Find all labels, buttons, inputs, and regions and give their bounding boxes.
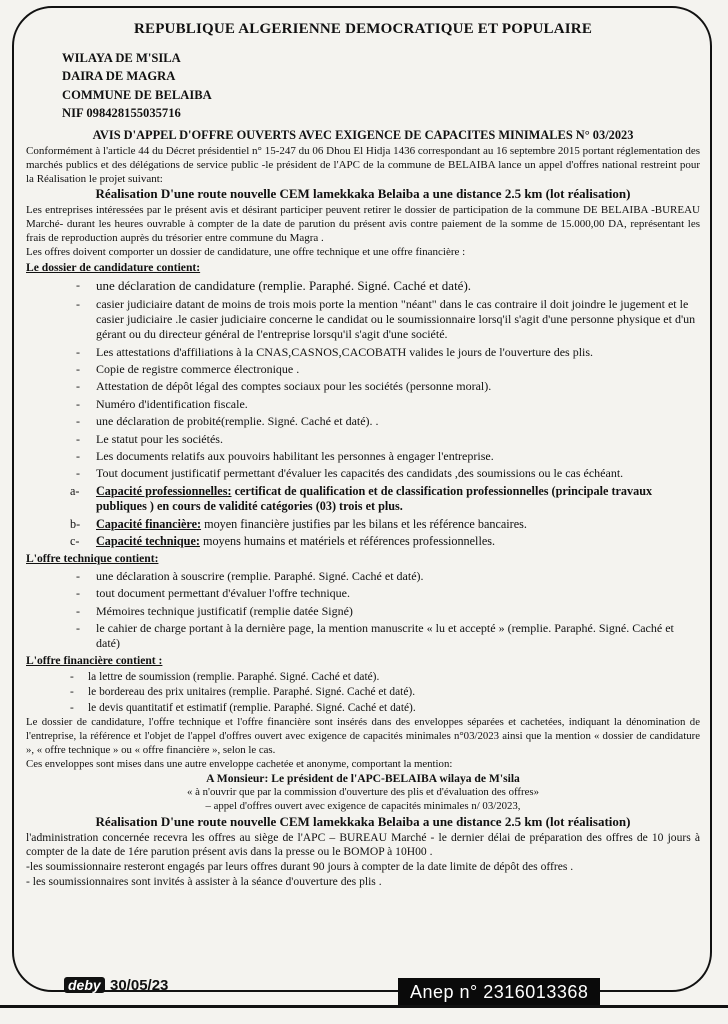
wilaya-line: WILAYA DE M'SILA <box>62 51 181 66</box>
capacity-technical: c- Capacité technique: moyens humains et matériels et références professionnelles. <box>70 534 496 549</box>
technical-heading: L'offre technique contient: <box>26 552 159 566</box>
outer-envelope-paragraph: Ces enveloppes sont mises dans une autre enveloppe cachetée et anonyme, comportant la mention: <box>26 757 453 770</box>
daira-line: DAIRA DE MAGRA <box>62 69 176 84</box>
financial-list <box>26 670 700 716</box>
list-item: - une déclaration de probité(remplie. Signé. Caché et daté). . <box>76 414 379 429</box>
financial-heading: L'offre financière contient : <box>26 653 163 667</box>
list-item: - Numéro d'identification fiscale. <box>76 396 248 411</box>
notice-title: AVIS D'APPEL D'OFFRE OUVERTS AVEC EXIGENCE DE CAPACITES MINIMALES N° 03/2023 <box>92 128 634 143</box>
list-item: - Les documents relatifs aux pouvoirs habilitant les personnes à engager l'entreprise. <box>76 448 494 463</box>
list-item: - la lettre de soumission (remplie. Paraphé. Signé. Caché et daté). <box>70 670 380 683</box>
mention-line-2: – appel d'offres ouvert avec exigence de capacités minimales n/ 03/2023, <box>205 800 521 813</box>
withdrawal-paragraph: Les entreprises intéressées par le présent avis et désirant participer peuvent retirer le dossier de participation de la commune DE BELAIBA -BUREAU Marché- durant les heures ouvrable à compter de la date de parution du présent avis contre paiement de la somme de 15.000,00 DA, représentant les frais de reproduction auprès du trésorier entre commune du Magra . <box>26 203 700 245</box>
envelopes-paragraph: Le dossier de candidature, l'offre technique et l'offre financière sont insérés dans des enveloppes séparées et cachetées, indiquant la dénomination de l'entreprise, la référence et l'objet de l'appel d'offres ouvert avec exigence de capacités minimales n°03/2023 ainsi que la mention « dossier de candidature », « offre technique » ou « offre financière », selon le cas. <box>26 716 700 756</box>
address-block <box>62 49 700 122</box>
list-item: - le devis quantitatif et estimatif (remplie. Paraphé. Signé. Caché et daté). <box>70 701 416 714</box>
list-item: - Attestation de dépôt légal des comptes sociaux pour les sociétés (personne moral). <box>76 379 492 394</box>
footer-rule <box>0 1005 728 1008</box>
offers-paragraph: Les offres doivent comporter un dossier de candidature, une offre technique et une offre financière : <box>26 246 466 259</box>
project-title: Réalisation D'une route nouvelle CEM lamekkaka Belaiba a une distance 2.5 km (lot réalisation) <box>95 186 631 202</box>
addressee-line: A Monsieur: Le président de l'APC-BELAIBA wilaya de M'sila <box>206 771 520 785</box>
publisher-logo: deby <box>64 977 105 993</box>
candidature-list <box>26 278 700 482</box>
candidature-heading: Le dossier de candidature contient: <box>26 261 201 275</box>
anep-reference: Anep n° 2316013368 <box>398 978 600 1007</box>
capacities-list <box>26 484 700 550</box>
intro-paragraph: Conformément à l'article 44 du Décret présidentiel n° 15-247 du 06 Dhou El Hidja 1436 correspondant au 16 septembre 2015 portant réglementation des marchés publics et des délégations de service public -le président de l'APC de la commune de BELAIBA lance un appel d'offres national restreint pour la Réalisation le projet suivant: <box>26 145 700 186</box>
deadline-paragraph: l'administration concernée recevra les offres au siège de l'APC – BUREAU Marché - le dernier délai de préparation des offres de 10 jours à compter de la date de 1ére parution présent avis dans la presse ou le BOMOP à 10H00 . <box>26 830 700 859</box>
nif-line: NIF 098428155035716 <box>62 105 181 120</box>
list-item: - Les attestations d'affiliations à la CNAS,CASNOS,CACOBATH valides le jours de l'ouverture des plis. <box>76 344 594 359</box>
list-item: - une déclaration de candidature (remplie. Paraphé. Signé. Caché et daté). <box>76 278 472 294</box>
attendance-paragraph: - les soumissionnaires sont invités à assister à la séance d'ouverture des plis . <box>26 875 382 889</box>
list-item: - Copie de registre commerce électronique . <box>76 362 300 377</box>
publication-date: 30/05/23 <box>110 977 169 994</box>
footer <box>0 975 728 1024</box>
list-item: - Tout document justificatif permettant d'évaluer les capacités des candidats ,des soumissions ou le cas échéant. <box>76 466 624 481</box>
commune-line: COMMUNE DE BELAIBA <box>62 87 212 102</box>
list-item: - casier judiciaire datant de moins de trois mois porte la mention "néant" dans le cas contraire il doit joindre le jugement et le casier judiciaire .le casier judiciaire concerne le candidat ou le soumissionnaire lorsq'il s'agit d'une personne physique et d'un gérant ou du directeur général de l'entreprise lorsqu'il s'agit d'une société. <box>76 296 696 342</box>
list-item: - une déclaration à souscrire (remplie. Paraphé. Signé. Caché et daté). <box>76 568 424 583</box>
engagement-paragraph: -les soumissionnaire resteront engagés par leurs offres durant 90 jours à compter de la date limite de dépôt des offres . <box>26 860 574 874</box>
list-item: - le bordereau des prix unitaires (remplie. Paraphé. Signé. Caché et daté). <box>70 686 416 699</box>
list-item: - tout document permettant d'évaluer l'offre technique. <box>76 586 351 601</box>
capacity-professional: a- Capacité professionnelles: certificat de qualification et de classification professionnelles (principale travaux publiques ) en cours de validité catégories (03) trois et plus. <box>70 483 653 514</box>
list-item: - Mémoires technique justificatif (remplie datée Signé) <box>76 603 353 618</box>
list-item: - le cahier de charge portant à la dernière page, la mention manuscrite « lu et accepté » (remplie. Paraphé. Signé. Caché et daté) <box>76 620 674 651</box>
republic-heading: REPUBLIQUE ALGERIENNE DEMOCRATIQUE ET POPULAIRE <box>133 21 593 37</box>
technical-list <box>26 569 700 652</box>
notice-content <box>26 14 700 890</box>
mention-line-1: « à n'ouvrir que par la commission d'ouverture des plis et d'évaluation des offres» <box>187 786 539 799</box>
capacity-financial: b- Capacité financière: moyen financière justifies par les bilans et les référence bancaires. <box>70 516 527 531</box>
list-item: - Le statut pour les sociétés. <box>76 431 223 446</box>
project-title-2: Réalisation D'une route nouvelle CEM lamekkaka Belaiba a une distance 2.5 km (lot réalisation) <box>95 814 631 830</box>
